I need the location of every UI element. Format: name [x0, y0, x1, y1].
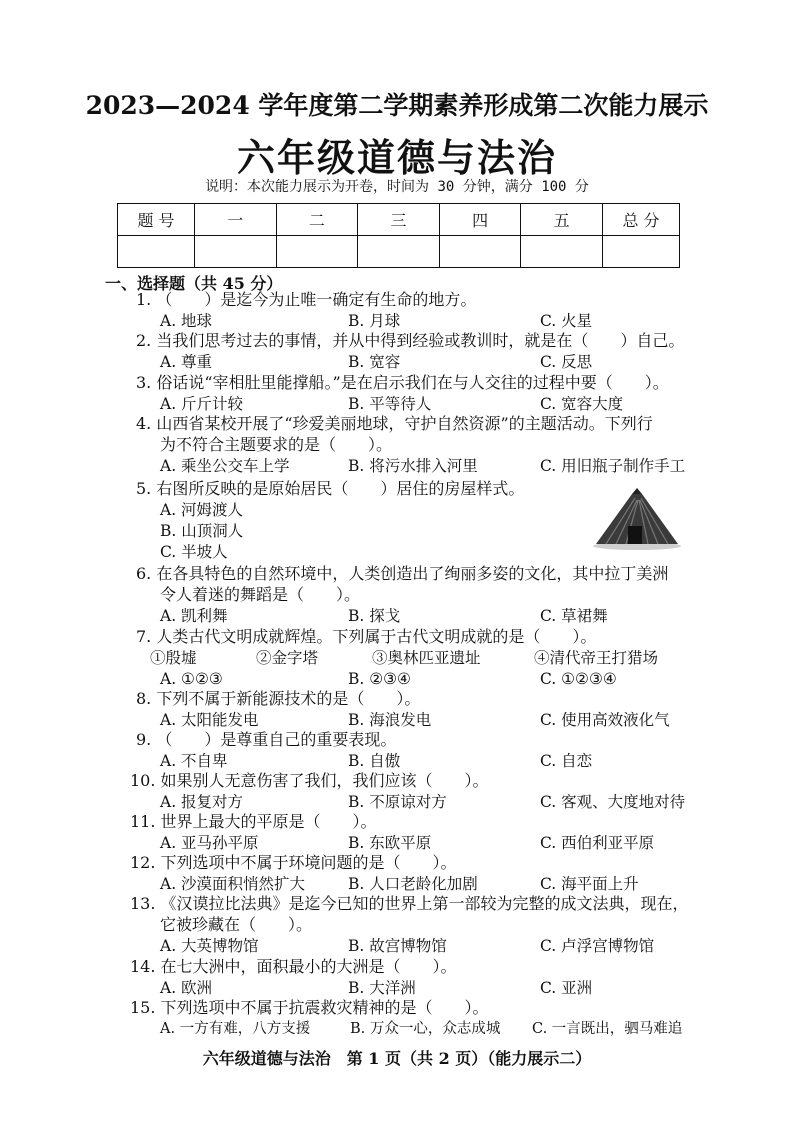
option-c: C. 海平面上升	[540, 875, 639, 893]
score-table-score-row	[118, 236, 680, 268]
question-stem-continued: 为不符合主题要求的是（ ）。	[160, 435, 393, 454]
sub-item: ②金字塔	[256, 649, 319, 667]
option-b: B. 海浪发电	[348, 711, 432, 729]
option-a: A. 报复对方	[160, 793, 244, 811]
question-stem: 5. 右图所反映的是原始居民（ ）居住的房屋样式。	[136, 479, 525, 498]
question-stem: 10. 如果别人无意伤害了我们，我们应该（ ）。	[130, 771, 489, 790]
option-a: A. 沙漠面积悄然扩大	[160, 875, 306, 893]
option-a: A. 地球	[160, 312, 213, 330]
sub-item: ③奥林匹亚遗址	[372, 649, 481, 667]
option-b: B. 故宫博物馆	[348, 937, 447, 955]
option-b: B. ②③④	[348, 670, 411, 688]
question-stem: 13. 《汉谟拉比法典》是迄今已知的世界上第一部较为完整的成文法典，现在，	[130, 894, 689, 913]
option-a: A. 一方有难，八方支援	[160, 1021, 311, 1037]
question-stem: 3. 俗话说“宰相肚里能撑船。”是在启示我们在与人交往的过程中要（ ）。	[136, 373, 669, 392]
sub-item: ④清代帝王打猎场	[534, 649, 659, 667]
option-b: B. 山顶洞人	[160, 522, 244, 540]
option-c: C. 自恋	[540, 752, 593, 770]
exam-term-title: 2023—2024 学年度第二学期素养形成第二次能力展示	[85, 91, 709, 120]
question-stem: 4. 山西省某校开展了“珍爱美丽地球，守护自然资源”的主题活动。下列行	[136, 414, 653, 433]
option-b: B. 大洋洲	[348, 979, 416, 997]
option-c: C. 半坡人	[160, 543, 228, 561]
option-b: B. 平等待人	[348, 395, 432, 413]
option-a: A. 大英博物馆	[160, 937, 259, 955]
page-footer: 六年级道德与法治 第 1 页（共 2 页）（能力展示二）	[202, 1049, 592, 1068]
option-a: A. 河姆渡人	[160, 501, 244, 519]
option-c: C. 一言既出，驷马难追	[532, 1021, 683, 1037]
option-c: C. 客观、大度地对待	[540, 793, 686, 811]
option-c: C. ①②③④	[540, 670, 617, 688]
question-stem: 11. 世界上最大的平原是（ ）。	[130, 812, 377, 831]
option-b: B. 探戈	[348, 607, 401, 625]
option-a: A. 太阳能发电	[160, 711, 259, 729]
option-b: B. 不原谅对方	[348, 793, 447, 811]
option-c: C. 使用高效液化气	[540, 711, 670, 729]
option-b: B. 宽容	[348, 353, 401, 371]
score-cell	[358, 236, 440, 268]
score-cell	[439, 236, 521, 268]
score-header-cell: 四	[439, 204, 521, 236]
option-a: A. 斤斤计较	[160, 395, 244, 413]
score-header-cell: 总 分	[603, 204, 680, 236]
question-stem: 9. （ ）是尊重自己的重要表现。	[136, 730, 397, 749]
option-a: A. 乘坐公交车上学	[160, 457, 290, 475]
option-b: B. 月球	[348, 312, 401, 330]
question-stem: 14. 在七大洲中，面积最小的大洲是（ ）。	[130, 957, 457, 976]
option-a: A. 凯利舞	[160, 607, 228, 625]
question-stem: 6. 在各具特色的自然环境中，人类创造出了绚丽多姿的文化，其中拉丁美洲	[136, 564, 669, 583]
option-c: C. 草裙舞	[540, 607, 608, 625]
option-c: C. 火星	[540, 312, 593, 330]
option-b: B. 人口老龄化加剧	[348, 875, 478, 893]
sub-item: ①殷墟	[150, 649, 197, 667]
question-stem: 15. 下列选项中不属于抗震救灾精神的是（ ）。	[130, 998, 489, 1017]
option-c: C. 用旧瓶子制作手工	[540, 457, 686, 475]
question-stem-continued: 它被珍藏在（ ）。	[160, 915, 313, 934]
score-cell	[195, 236, 277, 268]
score-table	[117, 203, 680, 268]
question-stem: 8. 下列不属于新能源技术的是（ ）。	[136, 689, 421, 708]
question-stem-continued: 令人着迷的舞蹈是（ ）。	[160, 585, 361, 604]
score-header-cell: 一	[195, 204, 277, 236]
option-c: C. 亚洲	[540, 979, 593, 997]
exam-instructions: 说明：本次能力展示为开卷，时间为 30 分钟，满分 100 分	[205, 179, 589, 195]
option-c: C. 反思	[540, 353, 593, 371]
score-cell	[521, 236, 603, 268]
option-a: A. 欧洲	[160, 979, 213, 997]
option-c: C. 宽容大度	[540, 395, 624, 413]
score-header-cell: 二	[276, 204, 358, 236]
option-a: A. 亚马孙平原	[160, 834, 259, 852]
option-c: C. 卢浮宫博物馆	[540, 937, 655, 955]
score-cell	[276, 236, 358, 268]
score-cell	[118, 236, 195, 268]
question-stem: 2. 当我们思考过去的事情，并从中得到经验或教训时，就是在（ ）自己。	[136, 331, 685, 350]
question-stem: 1. （ ）是迄今为止唯一确定有生命的地方。	[136, 290, 477, 309]
exam-subject-title: 六年级道德与法治	[236, 135, 557, 180]
score-cell	[603, 236, 680, 268]
option-a: A. 尊重	[160, 353, 213, 371]
option-b: B. 东欧平原	[348, 834, 432, 852]
score-header-cell: 题 号	[118, 204, 195, 236]
score-header-cell: 三	[358, 204, 440, 236]
option-a: A. 不自卑	[160, 752, 228, 770]
option-a: A. ①②③	[160, 670, 223, 688]
question-stem: 12. 下列选项中不属于环境问题的是（ ）。	[130, 853, 457, 872]
option-b: B. 将污水排入河里	[348, 457, 478, 475]
score-header-cell: 五	[521, 204, 603, 236]
section-title: 一、选择题（共 45 分）	[105, 274, 283, 293]
option-b: B. 万众一心，众志成城	[350, 1021, 501, 1037]
option-b: B. 自傲	[348, 752, 401, 770]
question-stem: 7. 人类古代文明成就辉煌。下列属于古代文明成就的是（ ）。	[136, 627, 597, 646]
option-c: C. 西伯利亚平原	[540, 834, 655, 852]
primitive-hut-illustration	[592, 488, 682, 550]
score-table-header-row	[118, 204, 680, 236]
